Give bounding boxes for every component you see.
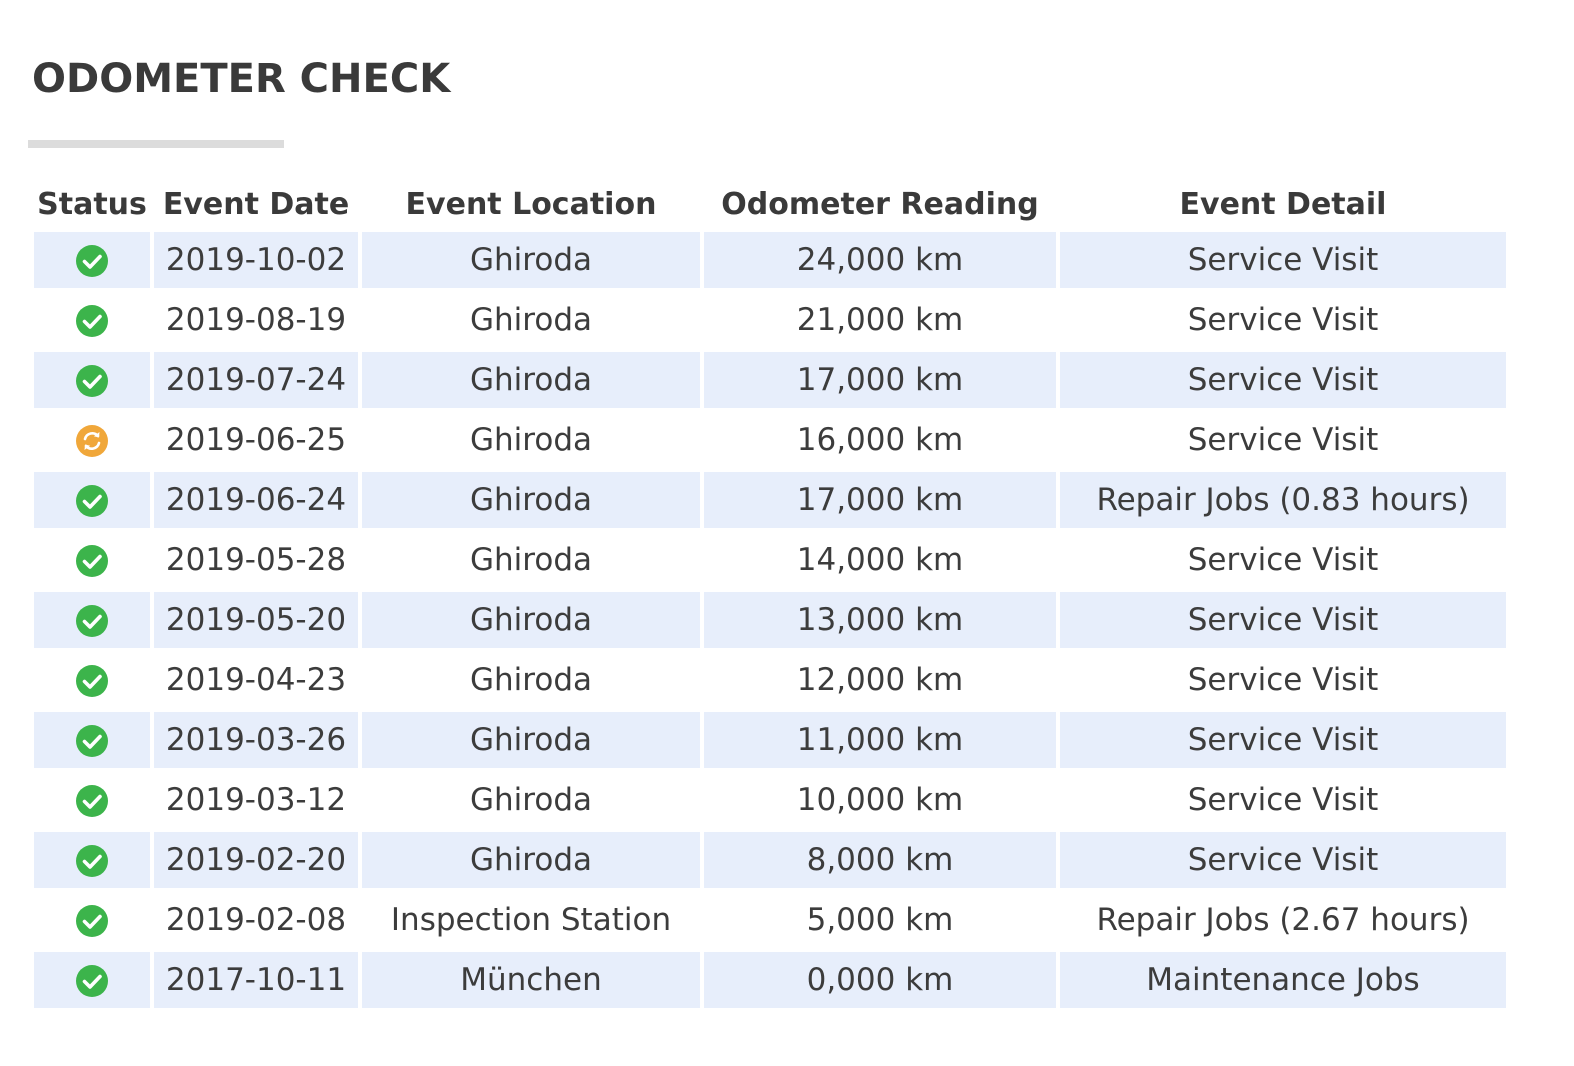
table-row [34,952,1506,1008]
odometer-reading-cell: 21,000 km [796,302,964,338]
event-detail-cell: Service Visit [1060,592,1506,648]
table-row [34,712,1506,768]
event-detail-cell: Service Visit [1187,422,1379,458]
odometer-reading-cell: 13,000 km [704,592,1056,648]
odometer-reading-cell: 24,000 km [704,232,1056,288]
table-row [34,232,1506,288]
status-cell [34,472,150,528]
event-date-cell: 2019-08-19 [165,302,347,338]
status-cell [34,412,150,468]
event-detail-cell: Service Visit [1187,782,1379,818]
event-location-cell: Inspection Station [390,902,672,938]
odometer-reading-cell: 12,000 km [796,662,964,698]
column-header-odometer-reading: Odometer Reading [721,186,1039,222]
event-location-cell: Ghiroda [362,712,700,768]
table-row [34,532,1506,588]
table-row [34,352,1506,408]
event-location-cell: Ghiroda [470,662,592,698]
table-row [34,472,1506,528]
check-circle-icon [75,844,109,878]
check-circle-icon [75,304,109,338]
event-location-cell: Ghiroda [470,542,592,578]
page-title: ODOMETER CHECK [32,56,451,102]
event-detail-cell: Repair Jobs (0.83 hours) [1060,472,1506,528]
event-detail-cell: Service Visit [1187,662,1379,698]
event-detail-cell: Service Visit [1060,352,1506,408]
check-circle-icon [75,724,109,758]
check-circle-icon [75,964,109,998]
table-row [34,892,1506,948]
title-underline [28,140,284,148]
event-detail-cell: Service Visit [1187,302,1379,338]
table-row [34,652,1506,708]
event-location-cell: Ghiroda [362,592,700,648]
event-date-cell: 2019-02-20 [154,832,358,888]
table-row [34,292,1506,348]
event-date-cell: 2019-05-20 [154,592,358,648]
event-location-cell: Ghiroda [470,302,592,338]
event-detail-cell: Maintenance Jobs [1060,952,1506,1008]
event-location-cell: Ghiroda [362,352,700,408]
odometer-reading-cell: 10,000 km [796,782,964,818]
table-body [34,232,1506,1008]
odometer-reading-cell: 0,000 km [704,952,1056,1008]
event-detail-cell: Service Visit [1187,542,1379,578]
odometer-reading-cell: 17,000 km [704,472,1056,528]
column-header-event-date: Event Date [162,186,350,222]
table-header-row [34,180,1506,228]
status-cell [34,712,150,768]
column-header-event-location: Event Location [405,186,657,222]
status-cell [34,232,150,288]
status-cell [34,352,150,408]
event-detail-cell: Service Visit [1060,232,1506,288]
event-date-cell: 2019-02-08 [165,902,347,938]
odometer-reading-cell: 5,000 km [806,902,954,938]
check-circle-icon [75,244,109,278]
event-location-cell: Ghiroda [362,472,700,528]
event-date-cell: 2019-06-25 [165,422,347,458]
event-date-cell: 2019-10-02 [154,232,358,288]
event-date-cell: 2019-07-24 [154,352,358,408]
event-date-cell: 2019-05-28 [165,542,347,578]
check-circle-icon [75,784,109,818]
status-cell [34,892,150,948]
event-date-cell: 2019-06-24 [154,472,358,528]
event-date-cell: 2019-03-26 [154,712,358,768]
status-cell [34,532,150,588]
table-row [34,772,1506,828]
odometer-reading-cell: 11,000 km [704,712,1056,768]
table-row [34,412,1506,468]
odometer-reading-cell: 14,000 km [796,542,964,578]
status-cell [34,952,150,1008]
column-header-event-detail: Event Detail [1179,186,1387,222]
status-cell [34,592,150,648]
status-cell [34,772,150,828]
refresh-circle-icon [75,424,109,458]
event-location-cell: Ghiroda [362,832,700,888]
check-circle-icon [75,604,109,638]
event-location-cell: Ghiroda [470,782,592,818]
column-header-status: Status [37,186,147,222]
check-circle-icon [75,904,109,938]
check-circle-icon [75,484,109,518]
odometer-reading-cell: 17,000 km [704,352,1056,408]
odometer-reading-cell: 16,000 km [796,422,964,458]
check-circle-icon [75,364,109,398]
status-cell [34,292,150,348]
event-date-cell: 2019-04-23 [165,662,347,698]
status-cell [34,832,150,888]
check-circle-icon [75,544,109,578]
event-date-cell: 2019-03-12 [165,782,347,818]
odometer-table [30,176,1510,1012]
event-detail-cell: Service Visit [1060,832,1506,888]
event-location-cell: München [362,952,700,1008]
event-detail-cell: Service Visit [1060,712,1506,768]
event-location-cell: Ghiroda [362,232,700,288]
event-detail-cell: Repair Jobs (2.67 hours) [1096,902,1470,938]
table-row [34,832,1506,888]
check-circle-icon [75,664,109,698]
table-row [34,592,1506,648]
event-date-cell: 2017-10-11 [154,952,358,1008]
status-cell [34,652,150,708]
odometer-reading-cell: 8,000 km [704,832,1056,888]
event-location-cell: Ghiroda [470,422,592,458]
